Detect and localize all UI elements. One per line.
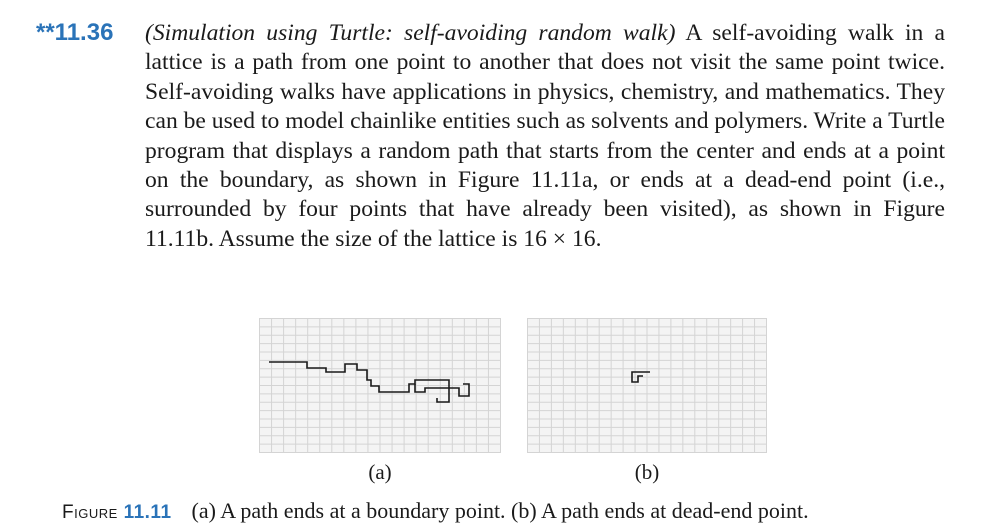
figure-label-number: 11.11 bbox=[123, 502, 172, 523]
lattice-a-grid bbox=[259, 318, 501, 453]
figure-label bbox=[62, 502, 172, 523]
figure-caption bbox=[62, 498, 809, 524]
lattice-a bbox=[259, 318, 501, 453]
figure-caption-text: (a) A path ends at a boundary point. (b) A path ends at dead-end point. bbox=[191, 498, 809, 523]
lattice-b bbox=[527, 318, 767, 453]
lattice-b-grid bbox=[527, 318, 767, 453]
figure-label-word: Figure bbox=[62, 502, 118, 523]
figure-sublabel-b: (b) bbox=[634, 460, 660, 484]
figure-sublabel-a: (a) bbox=[368, 460, 392, 484]
exercise-title: (Simulation using Turtle: self-avoiding random walk) bbox=[145, 20, 676, 46]
exercise-number: **11.36 bbox=[36, 19, 114, 46]
exercise-body: A self-avoiding walk in a lattice is a path from one point to another that does not visit the same point twice. Self-avoiding walks have applications in physics, chemistry, and mathematics. They can be used to model chainlike entities such as solvents and polymers. Write a Turtle program that displays a random path that starts from the center and ends at a point on the boundary, as shown in Figure 11.11a, or ends at a dead-end point (i.e., surrounded by four points that have already been visited), as shown in Figure 11.11b. Assume the size of the lattice is 16 × 16. bbox=[145, 20, 945, 252]
